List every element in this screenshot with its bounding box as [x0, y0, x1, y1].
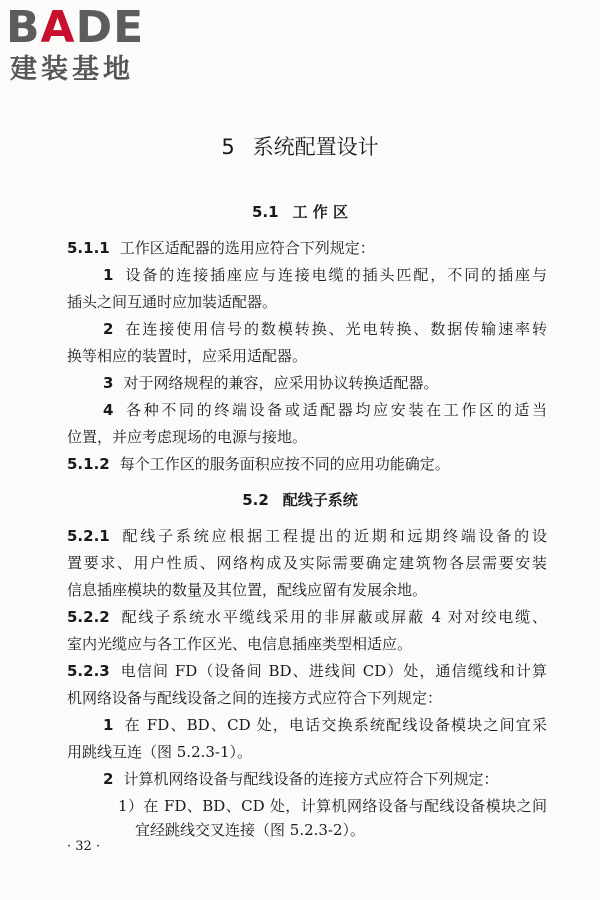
- text-line: 机网络设备与配线设备之间的连接方式应符合下列规定：: [67, 689, 443, 707]
- clause-line: 5.1.1 工作区适配器的选用应符合下列规定：: [67, 239, 375, 257]
- clause-line: 5.2.1 配线子系统应根据工程提出的近期和远期终端设备的设: [67, 527, 547, 545]
- clause-line: 5.1.2 每个工作区的服务面积应按不同的应用功能确定。: [67, 455, 450, 473]
- text-line: 宜经跳线交叉连接（图 5.2.3-2）。: [135, 821, 366, 839]
- item-line: 2 在连接使用信号的数模转换、光电转换、数据传输速率转: [103, 320, 547, 338]
- text-line: 室内光缆应与各工作区光、电信息插座类型相适应。: [67, 635, 413, 653]
- bade-logo: [6, 4, 176, 90]
- item-line: 3 对于网络规程的兼容，应采用协议转换适配器。: [103, 374, 439, 392]
- item-line: 1 设备的连接插座应与连接电缆的插头匹配，不同的插座与: [103, 266, 547, 284]
- text-line: 插头之间互通时应加装适配器。: [67, 293, 278, 311]
- section-heading: 5.2 配线子系统: [242, 491, 358, 509]
- text-line: 用跳线互连（图 5.2.3-1）。: [67, 743, 253, 761]
- item-line: 1 在 FD、BD、CD 处，电话交换系统配线设备模块之间宜采: [103, 716, 547, 734]
- clause-line: 5.2.2 配线子系统水平缆线采用的非屏蔽或屏蔽 4 对对绞电缆、: [67, 608, 547, 626]
- item-line: 2 计算机网络设备与配线设备的连接方式应符合下列规定：: [103, 770, 499, 788]
- item-line: 4 各种不同的终端设备或适配器均应安装在工作区的适当: [103, 401, 547, 419]
- section-heading: 5.1 工 作 区: [251, 203, 349, 221]
- text-line: 置要求、用户性质、网络构成及实际需要确定建筑物各层需要安装: [67, 554, 547, 572]
- page-number: · 32 ·: [67, 839, 101, 854]
- text-line: 位置，并应考虑现场的电源与接地。: [67, 428, 308, 446]
- logo-subtitle: 建装基地: [10, 54, 134, 85]
- clause-line: 5.2.3 电信间 FD（设备间 BD、进线间 CD）处，通信缆线和计算: [67, 662, 547, 680]
- text-line: 信息插座模块的数量及其位置，配线应留有发展余地。: [67, 581, 428, 599]
- logo-mark: BADE: [6, 2, 145, 53]
- text-line: 换等相应的装置时，应采用适配器。: [67, 347, 308, 365]
- chapter-heading: 5 系统配置设计: [221, 135, 379, 159]
- sub-item-line: 1）在 FD、BD、CD 处，计算机网络设备与配线设备模块之间: [118, 797, 547, 815]
